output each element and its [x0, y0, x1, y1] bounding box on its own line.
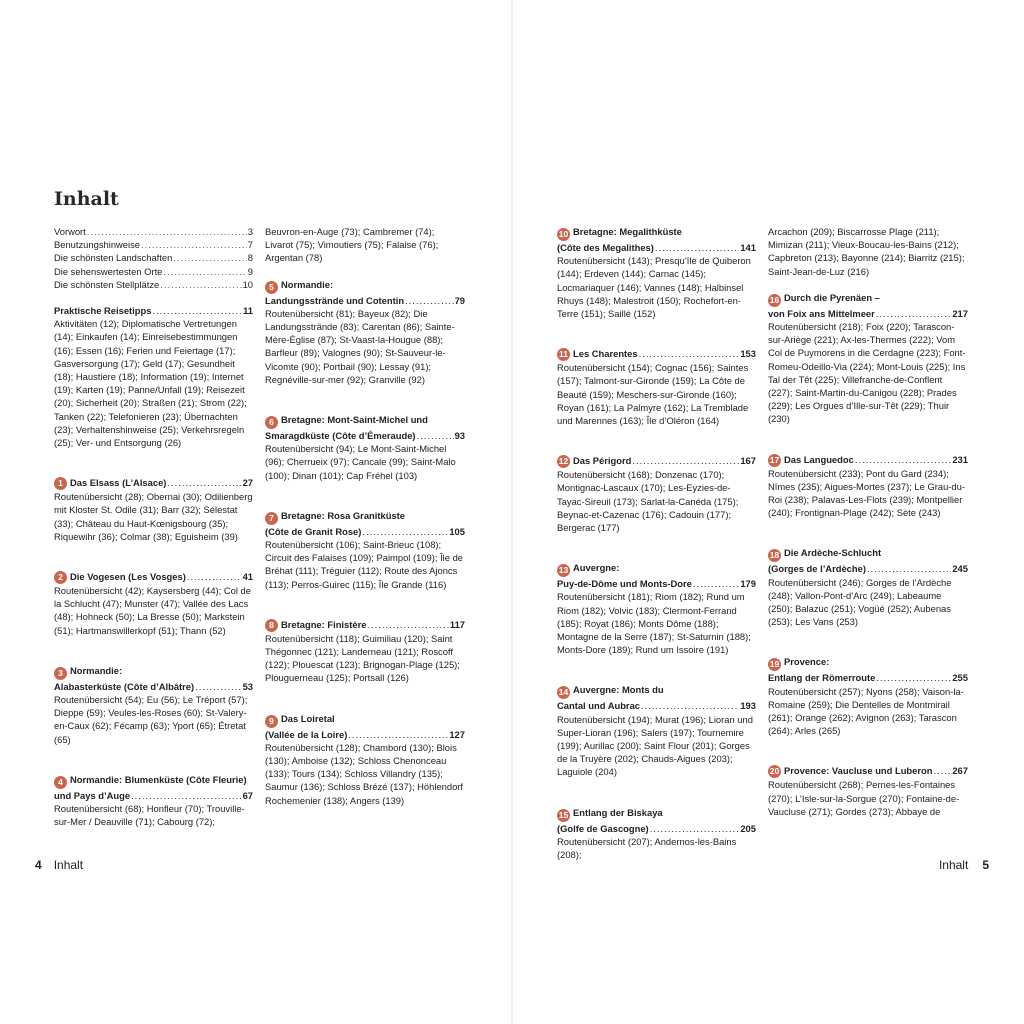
- section-title: Provence: Vaucluse und Luberon: [784, 765, 933, 777]
- dot-leader: [876, 307, 952, 320]
- section-9: [265, 712, 465, 807]
- section-title: Alabasterküste (Côte d’Albâtre): [54, 680, 195, 692]
- section-page: 267: [952, 765, 968, 777]
- section-13: [557, 561, 756, 656]
- chapter-number-badge: 19: [769, 659, 780, 670]
- folio-right: [939, 858, 989, 872]
- section-title: (Côte des Megalithes): [557, 242, 654, 253]
- toc-entry-label: Benutzungshinweise: [54, 239, 140, 251]
- section-contents: Routenübersicht (154); Cognac (156); Saintes (157); Talmont-sur-Gironde (159); La Côte de Beauté (159); Meschers-sur-Gironde (160); Royan (161); La Palmyre (162); La Tremblade und Marennes (163); Île d’Oléron (164): [557, 362, 749, 427]
- dot-leader: [195, 680, 241, 693]
- section-heading[interactable]: [768, 671, 968, 684]
- section-20: [768, 764, 968, 818]
- section-praktische-reisetipps: [54, 304, 253, 449]
- section-contents: Routenübersicht (268); Pernes-les-Fontaines (270); L’Isle-sur-la-Sorgue (270); Fontaine-de-Vaucluse (271); Gordes (273); Abbaye de: [768, 779, 960, 817]
- section-title: Puy-de-Dôme und Monts-Dore: [557, 578, 692, 590]
- section-heading[interactable]: [557, 822, 756, 835]
- section-title: Cantal und Aubrac: [557, 700, 640, 712]
- chapter-number-badge: 15: [558, 809, 569, 820]
- dot-leader: [632, 454, 739, 467]
- section-contents: Routenübersicht (207); Andernos-les-Bains (208);: [557, 835, 737, 861]
- chapter-number-badge: 20: [769, 766, 780, 777]
- section-18: [768, 546, 968, 628]
- chapter-number-badge: 18: [769, 550, 780, 561]
- section-contents: Aktivitäten (12); Diplomatische Vertretungen (14); Einkaufen (14); Einreisebestimmungen (16); Essen (16); Ferien und Feiertage (17); Gasversorgung (17); Geld (17); Gesundheit (18); Haustiere (18); Information (19); Internet (19); Karten (19); Panne/Unfall (19); Reisezeit (20); Sicherheit (20); Straßen (21); Strom (22); Tanken (22); Telefonieren (23); Übernachten (23); Verhaltenshinweise (25); Verkehrsregeln (25); Ver- und Entsorgung (26): [54, 318, 247, 449]
- section-heading[interactable]: [265, 429, 465, 442]
- section-contents: Routenübersicht (246); Gorges de l’Ardèche (248); Vallon-Pont-d’Arc (249); Labeaume (250); Balazuc (251); Vogüé (252); Aubenas (253); Les Vans (253): [768, 576, 952, 628]
- section-page: 117: [449, 618, 465, 630]
- dot-leader: [641, 699, 739, 712]
- toc-entry-page: 8: [247, 252, 253, 264]
- dot-leader: [876, 671, 951, 684]
- section-5: [265, 278, 465, 386]
- section-page: 205: [740, 822, 756, 834]
- section-contents: Routenübersicht (81); Bayeux (82); Die Landungsstrände (83); Carentan (86); Sainte-Mère-Église (87); St-Vaast-la-Hougue (88); Barfleur (89); Valognes (90); St-Sauveur-le-Vicomte (90); Portbail (90); Lessay (91); Regnéville-sur-mer (92); Granville (92): [265, 307, 455, 385]
- section-heading[interactable]: [265, 294, 465, 307]
- chapter-number-badge: 17: [769, 454, 780, 465]
- dot-leader: [867, 562, 951, 575]
- section-2: [54, 570, 253, 637]
- section-title: (Vallée de la Loire): [265, 728, 348, 740]
- chapter-number-badge: 14: [558, 687, 569, 698]
- section-15: [557, 806, 756, 862]
- continued-contents: Arcachon (209); Biscarrosse Plage (211); Mimizan (211); Vieux-Boucau-les-Bains (212); Capbreton (213); Bayonne (214); Biarritz (215); Saint-Jean-de-Luz (216): [768, 226, 965, 277]
- section-19: [768, 655, 968, 737]
- section-title: Provence:: [784, 656, 830, 668]
- section-title: Bretagne: Megalithküste: [573, 226, 682, 237]
- section-heading[interactable]: [265, 525, 465, 538]
- section-page: 217: [952, 307, 968, 319]
- chapter-number-badge: 10: [558, 229, 569, 239]
- chapter-number-badge: 16: [769, 294, 780, 305]
- folio-left: [35, 858, 83, 872]
- section-title: Das Périgord: [573, 455, 632, 467]
- toc-column-1: [54, 225, 253, 829]
- section-heading[interactable]: [557, 347, 756, 361]
- section-contents: Routenübersicht (118); Guimiliau (120); Saint Thégonnec (121); Landerneau (121); Roscoff (122); Plouescat (123); Brignogan-Plage (125); Plouguerneau (125); Portsall (126): [265, 632, 460, 684]
- section-heading[interactable]: [265, 618, 465, 632]
- section-page: 79: [454, 294, 465, 306]
- intro-list: [54, 225, 253, 291]
- section-title: Normandie:: [281, 278, 334, 290]
- section-title: Smaragdküste (Côte d’Émeraude): [265, 430, 416, 442]
- chapter-number-badge: 2: [54, 571, 67, 584]
- section-page: 193: [740, 700, 756, 712]
- dot-leader: [655, 241, 739, 254]
- toc-entry[interactable]: [54, 225, 253, 238]
- toc-entry-page: 10: [242, 278, 253, 290]
- section-page: 41: [242, 571, 253, 583]
- section-page: 93: [454, 430, 465, 442]
- chapter-number-badge: 7: [265, 512, 278, 525]
- section-heading-line-1[interactable]: [557, 561, 756, 577]
- section-title: Auvergne: Monts du: [573, 684, 664, 696]
- section-heading-line-1[interactable]: [768, 655, 968, 671]
- section-title: (Gorges de l’Ardèche): [768, 563, 866, 575]
- section-title: Das Languedoc: [784, 453, 854, 465]
- dot-leader: [933, 764, 951, 777]
- section-heading-line-1[interactable]: [265, 712, 465, 728]
- running-footer: Inhalt: [53, 858, 84, 872]
- continued-contents: Beuvron-en-Auge (73); Cambremer (74); Livarot (75); Vimoutiers (75); Falaise (76); Argentan (78): [265, 226, 439, 264]
- chapter-number-badge: 9: [265, 715, 278, 728]
- section-page: 255: [952, 672, 968, 684]
- section-title: Auvergne:: [573, 562, 620, 574]
- section-contents: Routenübersicht (218); Foix (220); Tarascon-sur-Ariège (221); Ax-les-Thermes (222); Vom Col de Puymorens in die Cerdagne (223); Font-Romeu-Odeillo-Via (224); Mont-Louis (225); Ins Tal der Têt (225); Villefranche-de-Conflent (227); Saint-Martin-du-Canigou (228); Prades (229); Les Orgues d’Ille-sur-Têt (229); Thuir (230): [768, 321, 966, 425]
- dot-leader: [367, 618, 448, 631]
- section-page: 153: [740, 348, 756, 360]
- dot-leader: [131, 789, 242, 802]
- chapter-number-badge: 12: [558, 456, 569, 467]
- section-title: (Golfe de Gascogne): [557, 822, 649, 834]
- section-contents: Routenübersicht (68); Honfleur (70); Trouville-sur-Mer / Deauville (71); Cabourg (72);: [54, 803, 245, 828]
- section-title: Landungsstrände und Cotentin: [265, 294, 405, 306]
- section-heading-line-1[interactable]: [557, 225, 756, 241]
- toc-column-4: [768, 225, 968, 818]
- section-title: Normandie:: [70, 664, 123, 676]
- section-heading-line-1[interactable]: [54, 773, 253, 789]
- dot-leader: [362, 525, 448, 538]
- section-title: Das Loiretal: [281, 712, 335, 724]
- toc-entry-page: 7: [247, 239, 253, 251]
- section-page: 179: [740, 578, 756, 590]
- running-footer: Inhalt: [938, 858, 969, 872]
- section-heading-line-1[interactable]: [557, 683, 756, 699]
- section-10: [557, 225, 756, 320]
- section-title: Normandie: Blumenküste (Côte Fleurie): [70, 773, 247, 785]
- toc-entry[interactable]: [54, 238, 253, 251]
- section-contents: Routenübersicht (143); Presqu’île de Quiberon (144); Erdeven (144); Carnac (145); Locmariaquer (146); Vannes (148); Halbinsel Rhuys (148); Malestroit (150); Rochefort-en-Terre (151); Saillé (152): [557, 255, 751, 320]
- section-title: Die Vogesen (Les Vosges): [70, 571, 186, 583]
- section-heading-line-1[interactable]: [265, 413, 465, 429]
- section-4: [54, 773, 253, 829]
- section-heading[interactable]: [54, 570, 253, 584]
- section-contents: Routenübersicht (128); Chambord (130); Blois (130); Amboise (132); Schloss Chenonceau (133); Tours (134); Schloss Villandry (135); Saumur (136); Schloss Brézé (137); Höhlendorf Rochemenier (138); Angers (139): [265, 741, 464, 806]
- section-page: 53: [242, 680, 253, 692]
- toc-entry-label: Die sehenswertesten Orte: [54, 265, 163, 277]
- section-contents: Routenübersicht (28); Obernai (30); Odilienberg mit Kloster St. Odile (31); Barr (32); Sélestat (33); Château du Haut-Kœnigsbourg (35); Riquewihr (36); Colmar (38); Eguisheim (39): [54, 491, 253, 542]
- dot-leader: [855, 453, 952, 466]
- section-title: Praktische Reisetipps: [54, 305, 152, 317]
- section-heading[interactable]: [54, 304, 253, 317]
- toc-entry-page: 3: [247, 226, 253, 237]
- toc-column-3: [557, 225, 756, 861]
- section-title: von Foix ans Mittelmeer: [768, 307, 875, 319]
- dot-leader: [639, 347, 740, 360]
- dot-leader: [167, 476, 241, 489]
- section-heading[interactable]: [557, 241, 756, 254]
- chapter-number-badge: 4: [54, 776, 67, 789]
- section-contents: Routenübersicht (54); Eu (56); Le Tréport (57); Dieppe (59); Veules-les-Roses (60); St-Valery-en-Caux (62); Fécamp (63); Yport (65); Étretat (65): [54, 694, 248, 745]
- section-heading[interactable]: [768, 453, 968, 467]
- section-title: Bretagne: Mont-Saint-Michel und: [281, 414, 428, 426]
- section-page: 11: [243, 305, 253, 317]
- section-6: [265, 413, 465, 482]
- section-contents: Routenübersicht (168); Donzenac (170); Montignac-Lascaux (170); Les-Eyzies-de-Tayac-Sireuil (173); Sarlat-la-Canéda (175); Beynac-et-Cazenac (176); Cadouin (177); Bergerac (177): [557, 469, 739, 534]
- dot-leader: [160, 278, 241, 291]
- section-3: [54, 664, 253, 746]
- section-title: Entlang der Römerroute: [768, 672, 876, 684]
- section-heading[interactable]: [768, 307, 968, 320]
- dot-leader: [152, 304, 242, 317]
- section-title: Das Elsass (L’Alsace): [70, 477, 167, 489]
- section-heading-line-1[interactable]: [265, 278, 465, 294]
- section-17: [768, 453, 968, 520]
- dot-leader: [693, 577, 739, 590]
- section-page: 105: [449, 525, 465, 537]
- section-11: [557, 347, 756, 427]
- section-title: (Côte de Granit Rose): [265, 525, 362, 537]
- section-page: 167: [740, 455, 756, 467]
- section-contents: Routenübersicht (42); Kaysersberg (44); Col de la Schlucht (47); Munster (47); Vallée des Lacs (48); Hohneck (50); La Bresse (50); Markstein (51); Hartmanswillerkopf (51); Thann (52): [54, 585, 251, 636]
- section-page: 27: [242, 477, 253, 489]
- section-title: Durch die Pyrenäen –: [784, 291, 880, 303]
- dot-leader: [650, 822, 740, 835]
- dot-leader: [348, 728, 448, 741]
- section-title: Bretagne: Rosa Granitküste: [281, 509, 405, 521]
- section-contents: Routenübersicht (194); Murat (196); Lioran und Super-Lioran (196); Salers (197); Tournemire (199); Aurillac (200); Saint Flour (201); Gorges de la Truyère (202); Chauds-Aigues (203); Laguiole (204): [557, 713, 753, 778]
- section-8: [265, 618, 465, 685]
- section-heading[interactable]: [768, 562, 968, 575]
- section-page: 231: [952, 453, 968, 465]
- section-heading-line-1[interactable]: [768, 546, 968, 562]
- dot-leader: [141, 238, 247, 251]
- section-contents: Routenübersicht (181); Riom (182); Rund um Riom (182); Volvic (183); Clermont-Ferrand (185); Royat (186); Monts Dôme (188); Montagne de la Serre (187); St-Saturnin (188); Monts-Dore (189); Rund um Issoire (191): [557, 591, 751, 656]
- section-title: Entlang der Biskaya: [573, 806, 663, 818]
- section-contents: Routenübersicht (106); Saint-Brieuc (108); Circuit des Falaises (109); Paimpol (109); Île de Bréhat (111); Tréguier (112); Route des Ajoncs (113); Perros-Guirec (115); Île Grande (116): [265, 539, 464, 590]
- chapter-number-badge: 8: [265, 619, 278, 632]
- section-heading[interactable]: [557, 454, 756, 468]
- section-heading[interactable]: [557, 577, 756, 590]
- page-number: 5: [982, 858, 989, 872]
- section-12: [557, 454, 756, 534]
- section-heading[interactable]: [265, 728, 465, 741]
- section-heading-line-1[interactable]: [768, 291, 968, 307]
- section-title: Die Ardèche-Schlucht: [784, 547, 882, 559]
- toc-entry-label: Vorwort: [54, 226, 86, 237]
- section-heading[interactable]: [54, 680, 253, 693]
- toc-entry[interactable]: [54, 278, 253, 291]
- toc-entry-page: 9: [247, 265, 253, 277]
- chapter-number-badge: 5: [265, 281, 278, 294]
- section-page: 127: [449, 728, 465, 740]
- toc-entry[interactable]: [54, 265, 253, 278]
- section-contents: Routenübersicht (233); Pont du Gard (234); Nîmes (235); Aigues-Mortes (237); Le Grau-du-Roi (238); Palavas-Les-Flots (239); Montpellier (240); Frontignan-Plage (242); Sète (243): [768, 467, 965, 519]
- page-number: 4: [35, 858, 42, 872]
- chapter-number-badge: 6: [265, 416, 278, 429]
- dot-leader: [187, 570, 242, 583]
- section-heading-line-1[interactable]: [557, 806, 756, 822]
- dot-leader: [417, 429, 454, 442]
- toc-column-2: [265, 225, 465, 807]
- chapter-number-badge: 3: [54, 667, 67, 680]
- page-title: Inhalt: [54, 188, 119, 210]
- section-heading[interactable]: [557, 699, 756, 712]
- section-heading[interactable]: [54, 789, 253, 802]
- chapter-number-badge: 11: [559, 349, 568, 360]
- toc-entry-label: Die schönsten Landschaften: [54, 252, 173, 264]
- toc-entry-label: Die schönsten Stellplätze: [54, 278, 160, 290]
- section-page: 245: [952, 563, 968, 575]
- section-heading-line-1[interactable]: [54, 664, 253, 680]
- dot-leader: [405, 294, 454, 307]
- section-page: 67: [242, 789, 253, 801]
- book-fold: [511, 0, 513, 1024]
- section-heading[interactable]: [768, 764, 968, 778]
- dot-leader: [87, 225, 247, 238]
- section-1: [54, 476, 253, 543]
- section-heading[interactable]: [54, 476, 253, 490]
- dot-leader: [163, 265, 246, 278]
- section-title: Bretagne: Finistère: [281, 618, 367, 630]
- section-title: Les Charentes: [573, 348, 638, 360]
- section-page: 141: [740, 242, 756, 253]
- chapter-number-badge: 13: [558, 565, 569, 576]
- section-heading-line-1[interactable]: [265, 509, 465, 525]
- section-contents: Routenübersicht (94); Le Mont-Saint-Michel (96); Cherrueix (97); Cancale (99); Saint-Malo (100); Dinan (101); Cap Fréhel (103): [265, 443, 456, 481]
- section-7: [265, 509, 465, 591]
- chapter-number-badge: 1: [54, 477, 67, 490]
- section-14: [557, 683, 756, 778]
- section-16: [768, 291, 968, 426]
- section-title: und Pays d’Auge: [54, 789, 131, 801]
- section-contents: Routenübersicht (257); Nyons (258); Vaison-la-Romaine (259); Die Dentelles de Montmirail (261); Orange (262); Avignon (263); Tarascon (264); Arles (265): [768, 685, 964, 737]
- dot-leader: [173, 251, 246, 264]
- toc-entry[interactable]: [54, 251, 253, 264]
